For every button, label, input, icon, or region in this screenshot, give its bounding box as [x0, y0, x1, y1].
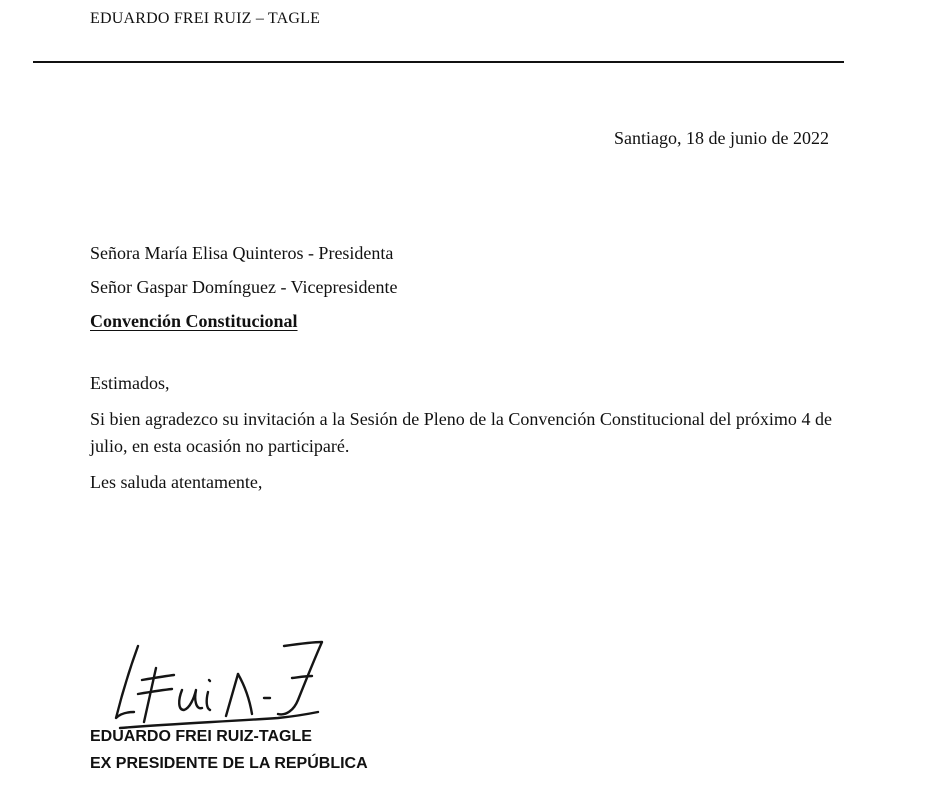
signer-title: EX PRESIDENTE DE LA REPÚBLICA [90, 755, 368, 772]
handwritten-signature [108, 628, 348, 738]
recipient-organization: Convención Constitucional [90, 311, 298, 331]
letterhead-divider [33, 61, 844, 63]
date-line: Santiago, 18 de junio de 2022 [614, 128, 829, 148]
signer-block [90, 723, 368, 777]
closing: Les saluda atentamente, [90, 472, 263, 492]
signer-name: EDUARDO FREI RUIZ-TAGLE [90, 728, 312, 745]
letter-body [90, 370, 832, 505]
letterhead-name: EDUARDO FREI RUIZ – TAGLE [90, 10, 321, 27]
recipient-president: Señora María Elisa Quinteros - Presidenta [90, 243, 394, 263]
recipient-block [90, 236, 398, 338]
recipient-vicepresident: Señor Gaspar Domínguez - Vicepresidente [90, 277, 398, 297]
main-paragraph: Si bien agradezco su invitación a la Sesión de Pleno de la Convención Constitucional del próximo 4 de julio, en esta ocasión no participaré. [90, 409, 832, 456]
greeting: Estimados, [90, 373, 170, 393]
